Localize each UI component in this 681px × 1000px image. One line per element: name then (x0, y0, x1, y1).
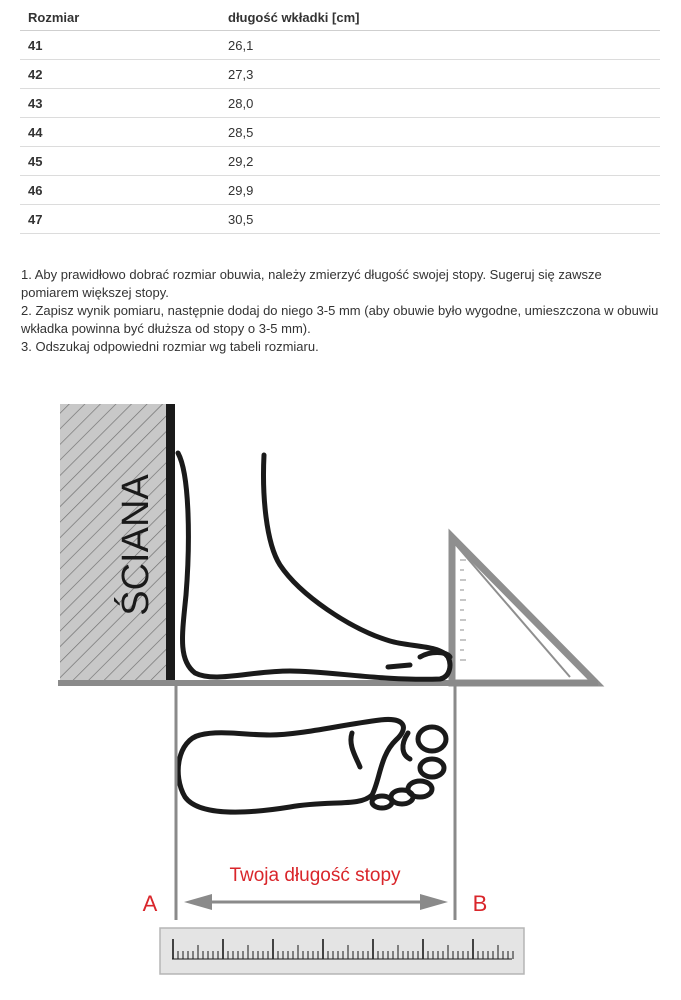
length-cell: 27,3 (220, 60, 660, 89)
instruction-step-3: 3. Odszukaj odpowiedni rozmiar wg tabeli rozmiaru. (21, 339, 319, 354)
instruction-step-2: 2. Zapisz wynik pomiaru, następnie dodaj do niego 3-5 mm (aby obuwie było wygodne, umieszczona w obuwiu wkładka powinna być dłuższa od stopy o 3-5 mm). (21, 303, 659, 336)
table-row (20, 31, 660, 60)
size-cell: 43 (20, 89, 220, 118)
table-row (20, 147, 660, 176)
size-cell: 44 (20, 118, 220, 147)
measure-label: Twoja długość stopy (229, 865, 401, 886)
floor-line (58, 680, 598, 686)
length-cell: 29,9 (220, 176, 660, 205)
size-table (20, 4, 660, 234)
instructions (21, 266, 661, 356)
foot-measurement-diagram (0, 395, 681, 990)
length-cell: 28,0 (220, 89, 660, 118)
size-cell: 45 (20, 147, 220, 176)
table-row (20, 205, 660, 234)
length-cell: 30,5 (220, 205, 660, 234)
length-cell: 26,1 (220, 31, 660, 60)
header-length: długość wkładki [cm] (220, 4, 660, 31)
table-row (20, 60, 660, 89)
table-header-row (20, 4, 660, 31)
foot-top-view-icon (178, 719, 446, 812)
size-cell: 46 (20, 176, 220, 205)
ruler-icon (160, 928, 524, 974)
size-cell: 47 (20, 205, 220, 234)
point-b-label: B (472, 891, 488, 916)
table-row (20, 118, 660, 147)
size-cell: 42 (20, 60, 220, 89)
length-cell: 28,5 (220, 118, 660, 147)
point-a-label: A (142, 891, 158, 916)
table-row (20, 176, 660, 205)
length-cell: 29,2 (220, 147, 660, 176)
table-row (20, 89, 660, 118)
measure-arrow-icon (184, 894, 448, 910)
foot-side-view-icon (178, 453, 450, 679)
wall-label: ŚCIANA (115, 474, 157, 616)
size-cell: 41 (20, 31, 220, 60)
set-square-icon (452, 537, 596, 683)
instruction-step-1: 1. Aby prawidłowo dobrać rozmiar obuwia, należy zmierzyć długość swojej stopy. Sugeruj się zawsze pomiarem większej stopy. (21, 267, 602, 300)
header-size: Rozmiar (20, 4, 220, 31)
